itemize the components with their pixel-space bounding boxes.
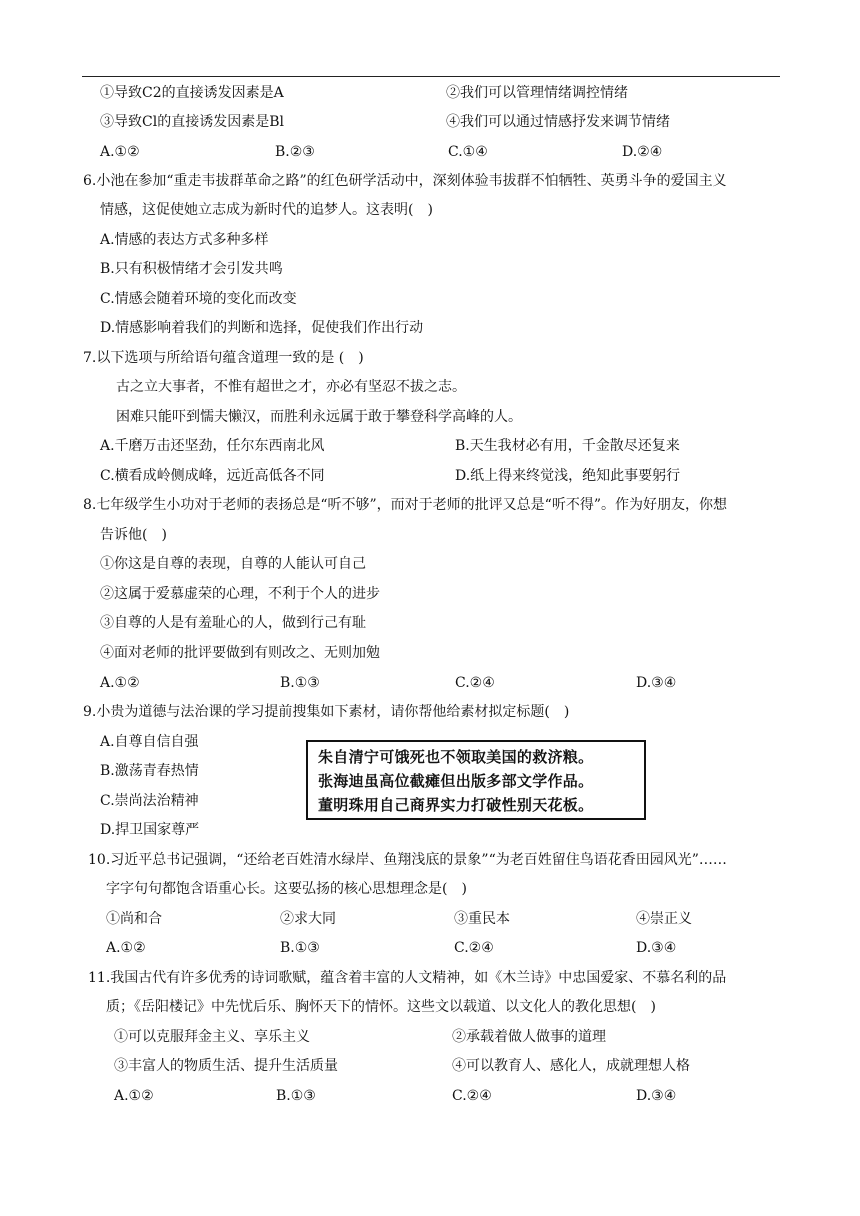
- q8-stem-line2: 告诉他( ): [100, 527, 167, 543]
- q11-stem-line1: 11.我国古代有许多优秀的诗词歌赋，蕴含着丰富的人文精神，如《木兰诗》中忠国爱家、不慕名利的品: [88, 970, 727, 986]
- q9-material-line-3: 董明珠用自己商界实力打破性别天花板。: [318, 796, 594, 814]
- q5-statement-3: ③导致Cl的直接诱发因素是Bl: [100, 114, 284, 130]
- q7-option-d[interactable]: D.纸上得来终觉浅，绝知此事要躬行: [455, 468, 681, 484]
- q11-statement-1: ①可以克服拜金主义、享乐主义: [114, 1029, 310, 1045]
- q11-stem-line2: 质；《岳阳楼记》中先忧后乐、胸怀天下的情怀。这些文以载道、以文化人的教化思想( ): [106, 999, 656, 1015]
- q9-material-box: [306, 740, 646, 820]
- q10-statement-1: ①尚和合: [106, 911, 162, 927]
- q9-option-c[interactable]: C.崇尚法治精神: [100, 793, 199, 809]
- q10-option-a[interactable]: A.①②: [106, 940, 146, 956]
- q9-material-line-1: 朱自清宁可饿死也不领取美国的救济粮。: [318, 748, 594, 766]
- q10-statement-4: ④崇正义: [636, 911, 692, 927]
- q5-option-c[interactable]: C.①④: [448, 144, 488, 160]
- q8-option-d[interactable]: D.③④: [636, 675, 677, 691]
- q11-statement-2: ②承载着做人做事的道理: [452, 1029, 606, 1045]
- q7-quote-2: 困难只能吓到懦夫懒汉，而胜利永远属于敢于攀登科学高峰的人。: [116, 409, 522, 425]
- q10-statement-3: ③重民本: [454, 911, 510, 927]
- q11-option-c[interactable]: C.②④: [452, 1088, 492, 1104]
- q7-stem: 7.以下选项与所给语句蕴含道理一致的是 ( ): [83, 350, 364, 366]
- q8-stem-line1: 8.七年级学生小功对于老师的表扬总是“听不够”，而对于老师的批评又总是“听不得”。作为好朋友，你想: [83, 497, 727, 513]
- q6-stem-line2: 情感，这促使她立志成为新时代的追梦人。这表明( ): [100, 202, 433, 218]
- q6-stem-line1: 6.小池在参加“重走韦拔群革命之路”的红色研学活动中，深刻体验韦拔群不怕牺牲、英勇斗争的爱国主义: [83, 173, 727, 189]
- q5-statement-4: ④我们可以通过情感抒发来调节情绪: [446, 114, 670, 130]
- q8-option-a[interactable]: A.①②: [100, 675, 140, 691]
- q6-option-d[interactable]: D.情感影响着我们的判断和选择，促使我们作出行动: [100, 320, 424, 336]
- q8-statement-3: ③自尊的人是有羞耻心的人，做到行己有耻: [100, 615, 366, 631]
- q5-statement-1: ①导致C2的直接诱发因素是A: [100, 85, 284, 101]
- q10-stem-line1: 10.习近平总书记强调，“还给老百姓清水绿岸、鱼翔浅底的景象”“为老百姓留住鸟语花香田园风光”……: [88, 852, 727, 868]
- q11-option-b[interactable]: B.①③: [276, 1088, 316, 1104]
- q6-option-c[interactable]: C.情感会随着环境的变化而改变: [100, 291, 297, 307]
- q11-option-a[interactable]: A.①②: [114, 1088, 154, 1104]
- q10-option-b[interactable]: B.①③: [280, 940, 320, 956]
- header-rule: [82, 76, 780, 77]
- q5-option-a[interactable]: A.①②: [100, 144, 140, 160]
- q10-statement-2: ②求大同: [280, 911, 336, 927]
- q7-option-b[interactable]: B.天生我材必有用，千金散尽还复来: [455, 438, 680, 454]
- q6-option-b[interactable]: B.只有积极情绪才会引发共鸣: [100, 261, 283, 277]
- q6-option-a[interactable]: A.情感的表达方式多种多样: [100, 232, 269, 248]
- q11-statement-4: ④可以教育人、感化人，成就理想人格: [452, 1058, 690, 1074]
- q8-option-b[interactable]: B.①③: [280, 675, 320, 691]
- q7-quote-1: 古之立大事者，不惟有超世之才，亦必有坚忍不拔之志。: [116, 379, 466, 395]
- q9-material-line-2: 张海迪虽高位截瘫但出版多部文学作品。: [318, 772, 594, 790]
- q9-option-a[interactable]: A.自尊自信自强: [100, 734, 199, 750]
- q7-option-a[interactable]: A.千磨万击还坚劲，任尔东西南北风: [100, 438, 325, 454]
- q9-option-b[interactable]: B.激荡青春热情: [100, 763, 199, 779]
- q11-statement-3: ③丰富人的物质生活、提升生活质量: [114, 1058, 338, 1074]
- q11-option-d[interactable]: D.③④: [636, 1088, 677, 1104]
- q5-option-b[interactable]: B.②③: [275, 144, 315, 160]
- q8-statement-4: ④面对老师的批评要做到有则改之、无则加勉: [100, 645, 380, 661]
- q8-option-c[interactable]: C.②④: [455, 675, 495, 691]
- q8-statement-2: ②这属于爱慕虚荣的心理，不利于个人的进步: [100, 586, 380, 602]
- q8-statement-1: ①你这是自尊的表现，自尊的人能认可自己: [100, 556, 366, 572]
- q9-option-d[interactable]: D.捍卫国家尊严: [100, 822, 200, 838]
- q5-option-d[interactable]: D.②④: [622, 144, 663, 160]
- q10-option-d[interactable]: D.③④: [636, 940, 677, 956]
- q7-option-c[interactable]: C.横看成岭侧成峰，远近高低各不同: [100, 468, 325, 484]
- q10-option-c[interactable]: C.②④: [454, 940, 494, 956]
- q9-stem: 9.小贵为道德与法治课的学习提前搜集如下素材，请你帮他给素材拟定标题( ): [83, 704, 570, 720]
- q10-stem-line2: 字字句句都饱含语重心长。这要弘扬的核心思想理念是( ): [106, 881, 467, 897]
- q5-statement-2: ②我们可以管理情绪调控情绪: [446, 85, 628, 101]
